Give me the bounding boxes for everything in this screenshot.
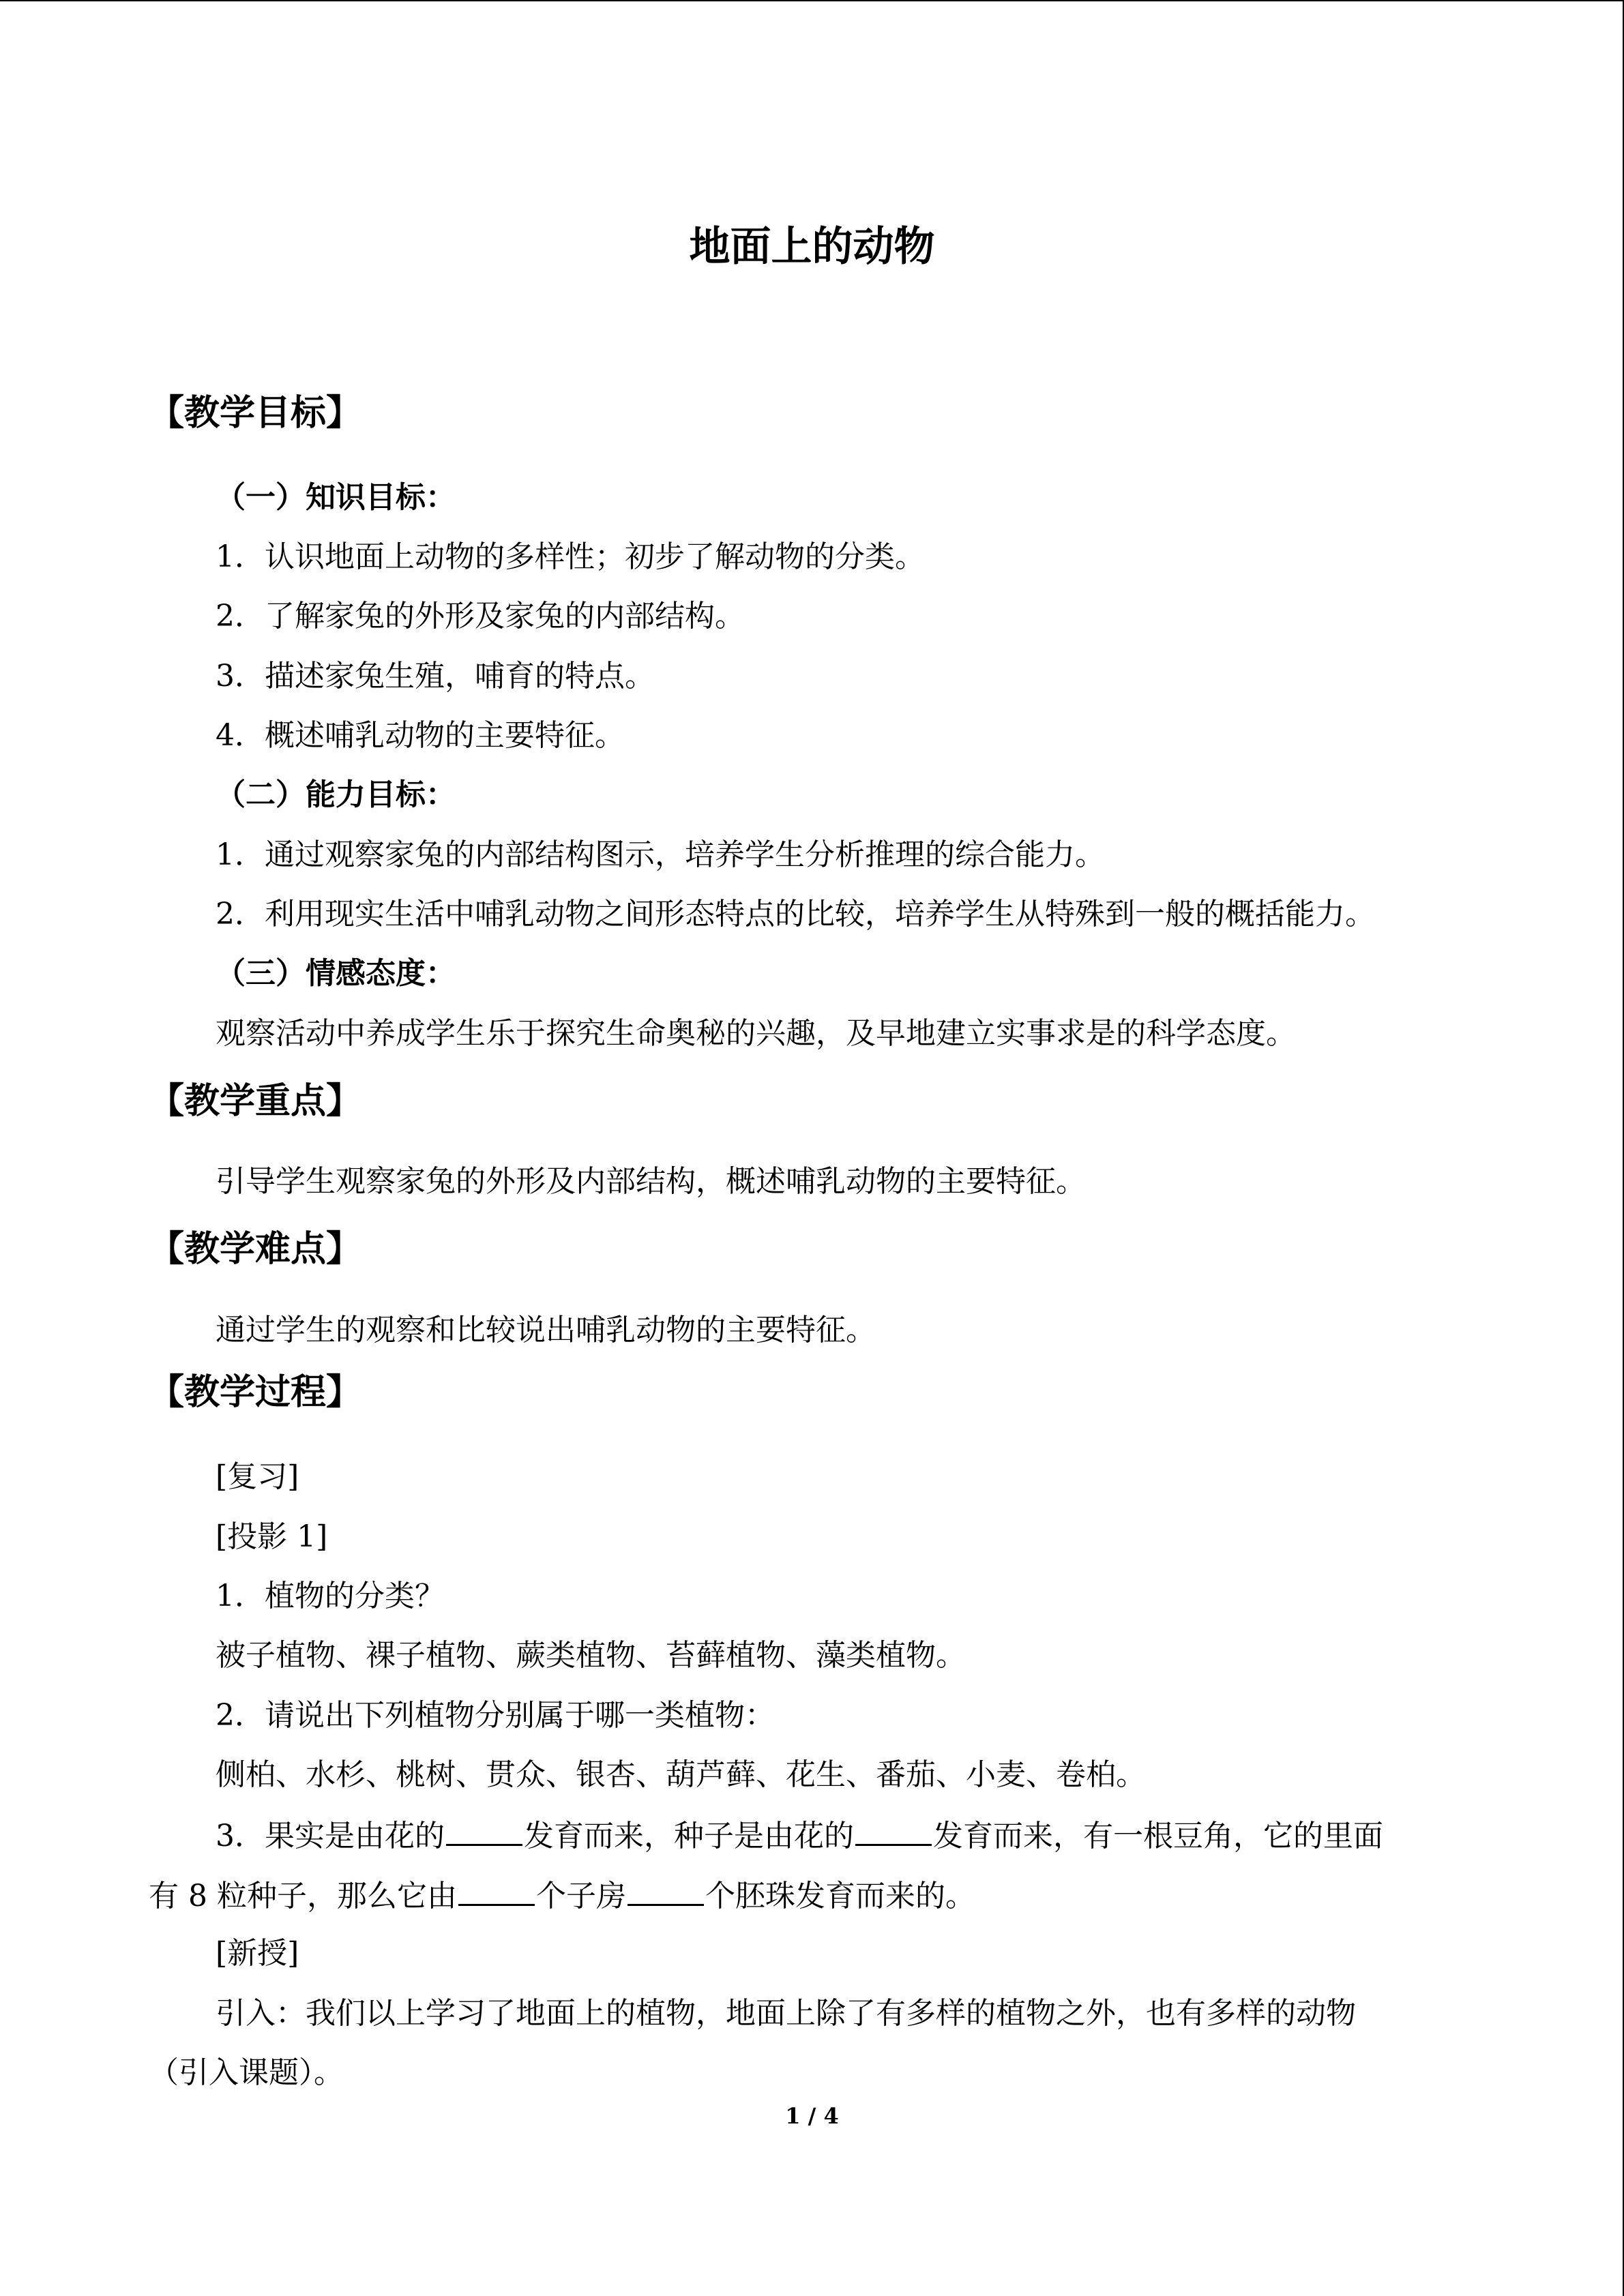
knowledge-item: 4．概述哺乳动物的主要特征。: [216, 718, 625, 753]
intro-text: 引入：我们以上学习了地面上的植物，地面上除了有多样的植物之外，也有多样的动物: [216, 1996, 1356, 2031]
projection-label: [投影 1]: [216, 1519, 328, 1554]
ability-item: 1．通过观察家兔的内部结构图示，培养学生分析推理的综合能力。: [216, 837, 1105, 872]
goals-heading: 【教学目标】: [149, 393, 362, 434]
question-2: 2．请说出下列植物分别属于哪一类植物：: [216, 1698, 775, 1733]
document-title: 地面上的动物: [689, 223, 935, 271]
answer-1: 被子植物、裸子植物、蕨类植物、苔藓植物、藻类植物。: [216, 1638, 966, 1673]
intro-text-continued: （引入课题）。: [149, 2055, 344, 2090]
question-3-text: 发育而来，种子是由花的: [524, 1819, 854, 1853]
question-3-line-1: [216, 1819, 1383, 1851]
knowledge-heading: （一）知识目标：: [216, 480, 456, 515]
difficult-heading: 【教学难点】: [149, 1229, 362, 1270]
question-3-line-2: [149, 1879, 975, 1911]
ability-heading: （二）能力目标：: [216, 777, 456, 812]
process-heading: 【教学过程】: [149, 1372, 362, 1413]
question-3-text: 发育而来，有一根豆角，它的里面: [933, 1819, 1383, 1853]
ability-item: 2．利用现实生活中哺乳动物之间形态特点的比较，培养学生从特殊到一般的概括能力。: [216, 897, 1375, 931]
answer-2: 侧柏、水杉、桃树、贯众、银杏、葫芦藓、花生、番茄、小麦、卷柏。: [216, 1757, 1146, 1792]
fill-blank: [446, 1819, 522, 1846]
fill-blank: [855, 1819, 932, 1846]
review-label: [复习]: [216, 1459, 299, 1494]
question-3-text: 3．果实是由花的: [216, 1819, 445, 1853]
emotion-heading: （三）情感态度：: [216, 956, 456, 991]
knowledge-item: 2．了解家兔的外形及家兔的内部结构。: [216, 599, 745, 633]
key-heading: 【教学重点】: [149, 1081, 362, 1122]
new-lesson-label: [新授]: [216, 1936, 299, 1971]
difficult-text: 通过学生的观察和比较说出哺乳动物的主要特征。: [216, 1313, 876, 1347]
knowledge-item: 3．描述家兔生殖，哺育的特点。: [216, 659, 655, 694]
question-3-text: 有 8 粒种子，那么它由: [149, 1879, 457, 1913]
fill-blank: [628, 1879, 704, 1906]
page-number: 1 / 4: [785, 2103, 839, 2129]
question-3-text: 个子房: [535, 1879, 626, 1913]
question-1: 1．植物的分类？: [216, 1579, 445, 1613]
question-3-text: 个胚珠发育而来的。: [705, 1879, 975, 1913]
fill-blank: [458, 1879, 535, 1906]
emotion-text: 观察活动中养成学生乐于探究生命奥秘的兴趣，及早地建立实事求是的科学态度。: [216, 1016, 1296, 1051]
key-text: 引导学生观察家兔的外形及内部结构，概述哺乳动物的主要特征。: [216, 1164, 1086, 1199]
knowledge-item: 1．认识地面上动物的多样性；初步了解动物的分类。: [216, 539, 925, 574]
